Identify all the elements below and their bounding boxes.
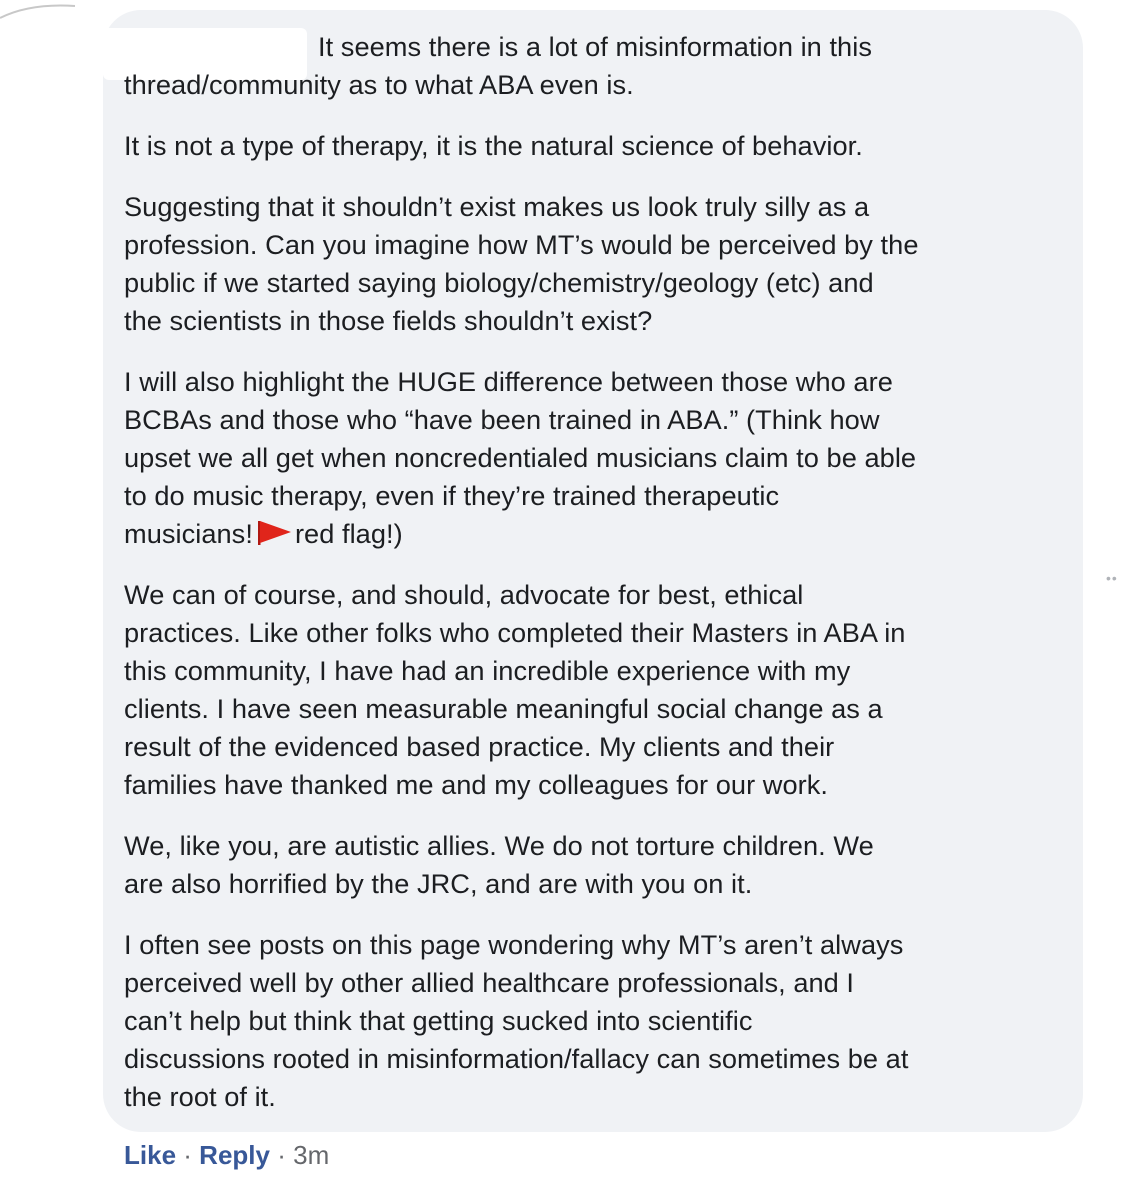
comment-line: practices. Like other folks who completed their Masters in ABA in	[124, 617, 906, 648]
comment-line: I will also highlight the HUGE difference between those who are	[124, 366, 893, 397]
comment-timestamp[interactable]: 3m	[293, 1140, 330, 1170]
comment-bubble	[103, 10, 1083, 1132]
comment-line: result of the evidenced based practice. My clients and their	[124, 731, 835, 762]
more-options-icon[interactable]: ••	[1106, 570, 1118, 586]
comment-line	[124, 515, 1069, 553]
comment-paragraph	[124, 363, 1069, 553]
comment-text: musicians!	[124, 518, 253, 549]
comment-line: BCBAs and those who “have been trained in ABA.” (Think how	[124, 404, 880, 435]
comment-line: thread/community as to what ABA even is.	[124, 69, 634, 100]
comment-line: clients. I have seen measurable meaningful social change as a	[124, 693, 883, 724]
comment-line: public if we started saying biology/chemistry/geology (etc) and	[124, 267, 874, 298]
comment-line: can’t help but think that getting sucked into scientific	[124, 1005, 753, 1036]
red-flag-icon	[255, 519, 293, 547]
comment-line: Suggesting that it shouldn’t exist makes us look truly silly as a	[124, 191, 870, 222]
comment-text: red flag!)	[294, 518, 403, 549]
comment-paragraph	[124, 926, 1069, 1116]
comment-line: the root of it.	[124, 1081, 276, 1112]
comment-line: upset we all get when noncredentialed musicians claim to be able	[124, 442, 917, 473]
comment-paragraph	[124, 827, 1069, 903]
comment-line: the scientists in those fields shouldn’t exist?	[124, 305, 653, 336]
comment-line: are also horrified by the JRC, and are with you on it.	[124, 868, 753, 899]
comment-line: I often see posts on this page wondering why MT’s aren’t always	[124, 929, 904, 960]
comment-line: this community, I have had an incredible experience with my	[124, 655, 851, 686]
comment-line: families have thanked me and my colleagues for our work.	[124, 769, 828, 800]
comment-actions	[124, 1138, 329, 1172]
comment-line: We, like you, are autistic allies. We do not torture children. We	[124, 830, 874, 861]
like-link[interactable]: Like	[124, 1140, 177, 1170]
comment-paragraph	[124, 188, 1069, 340]
comment-line: discussions rooted in misinformation/fallacy can sometimes be at	[124, 1043, 909, 1074]
comment-line: perceived well by other allied healthcare professionals, and I	[124, 967, 855, 998]
comment-line: It seems there is a lot of misinformation in this	[318, 31, 872, 62]
comment-line: profession. Can you imagine how MT’s would be perceived by the	[124, 229, 919, 260]
reply-link[interactable]: Reply	[199, 1140, 270, 1170]
separator: ·	[277, 1140, 286, 1170]
comment-paragraph	[124, 127, 1069, 165]
comment-paragraph	[124, 28, 1069, 104]
comment-line: We can of course, and should, advocate for best, ethical	[124, 579, 804, 610]
separator: ·	[183, 1140, 192, 1170]
comment-line: It is not a type of therapy, it is the natural science of behavior.	[124, 130, 863, 161]
avatar-edge	[0, 0, 80, 40]
comment-paragraph	[124, 576, 1069, 804]
comment-body	[124, 28, 1069, 1139]
comment-line: to do music therapy, even if they’re trained therapeutic	[124, 480, 780, 511]
